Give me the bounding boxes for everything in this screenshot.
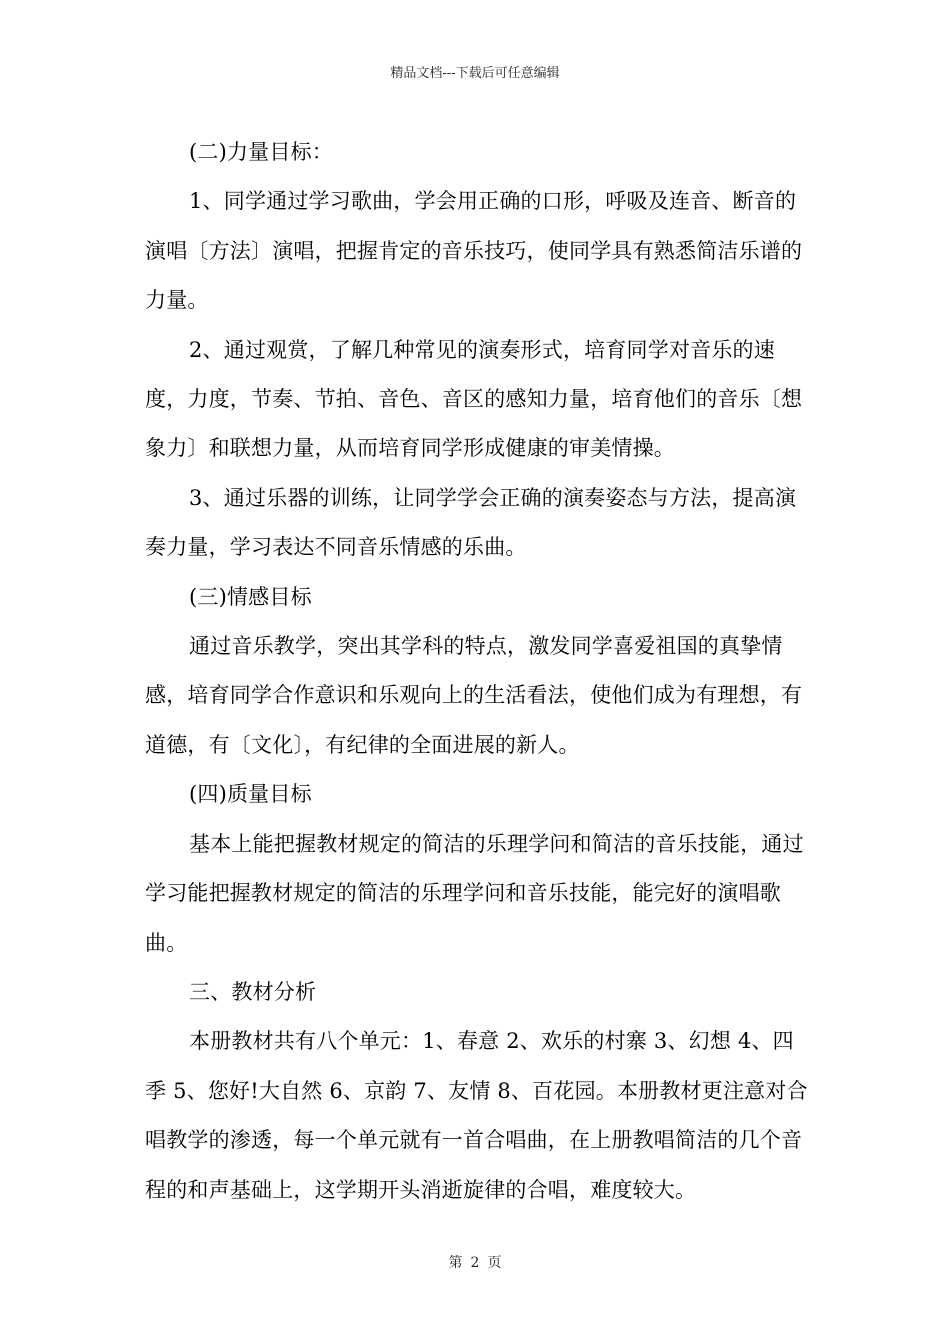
section-heading-textbook-analysis: 三、教材分析 xyxy=(189,979,317,1004)
page-header: 精品文档---下载后可任意编辑 xyxy=(390,66,560,81)
paragraph-ability-goal-1: 1、同学通过学习歌曲，学会用正确的口形，呼吸及连音、断音的演唱〔方法〕演唱，把握肯定的音乐技巧，使同学具有熟悉简洁乐谱的力量。 xyxy=(145,189,803,313)
page-footer xyxy=(0,1254,950,1272)
section-heading-quality-goals: (四)质量目标 xyxy=(189,782,312,807)
document-body xyxy=(145,128,815,1215)
footer-suffix: 页 xyxy=(487,1255,502,1271)
section-heading-ability-goals: (二)力量目标： xyxy=(189,140,333,164)
paragraph-ability-goal-2: 2、通过观赏，了解几种常见的演奏形式，培育同学对音乐的速度，力度，节奏、节拍、音色、音区的感知力量，培育他们的音乐〔想象力〕和联想力量，从而培育同学形成健康的审美情操。 xyxy=(145,337,803,461)
paragraph-ability-goal-3: 3、通过乐器的训练，让同学学会正确的演奏姿态与方法，提高演奏力量，学习表达不同音乐情感的乐曲。 xyxy=(145,485,797,560)
section-heading-emotion-goals: (三)情感目标 xyxy=(189,584,312,609)
paragraph-quality-goals: 基本上能把握教材规定的简洁的乐理学问和简洁的音乐技能，通过学习能把握教材规定的简洁的乐理学问和音乐技能，能完好的演唱歌曲。 xyxy=(145,831,804,955)
paragraph-textbook-analysis: 本册教材共有八个单元：1、春意 2、欢乐的村寨 3、幻想 4、四季 5、您好!大自然 6、京韵 7、友情 8、百花园。本册教材更注意对合唱教学的渗透，每一个单元就有一首合唱曲，在上册教唱简洁的几个音程的和声基础上，这学期开头消逝旋律的合唱，难度较大。 xyxy=(145,1029,808,1202)
footer-prefix: 第 xyxy=(448,1255,463,1271)
page-number: 2 xyxy=(470,1255,480,1271)
paragraph-emotion-goals: 通过音乐教学，突出其学科的特点，激发同学喜爱祖国的真挚情感，培育同学合作意识和乐观向上的生活看法，使他们成为有理想，有道德，有〔文化〕，有纪律的全面进展的新人。 xyxy=(145,634,803,757)
